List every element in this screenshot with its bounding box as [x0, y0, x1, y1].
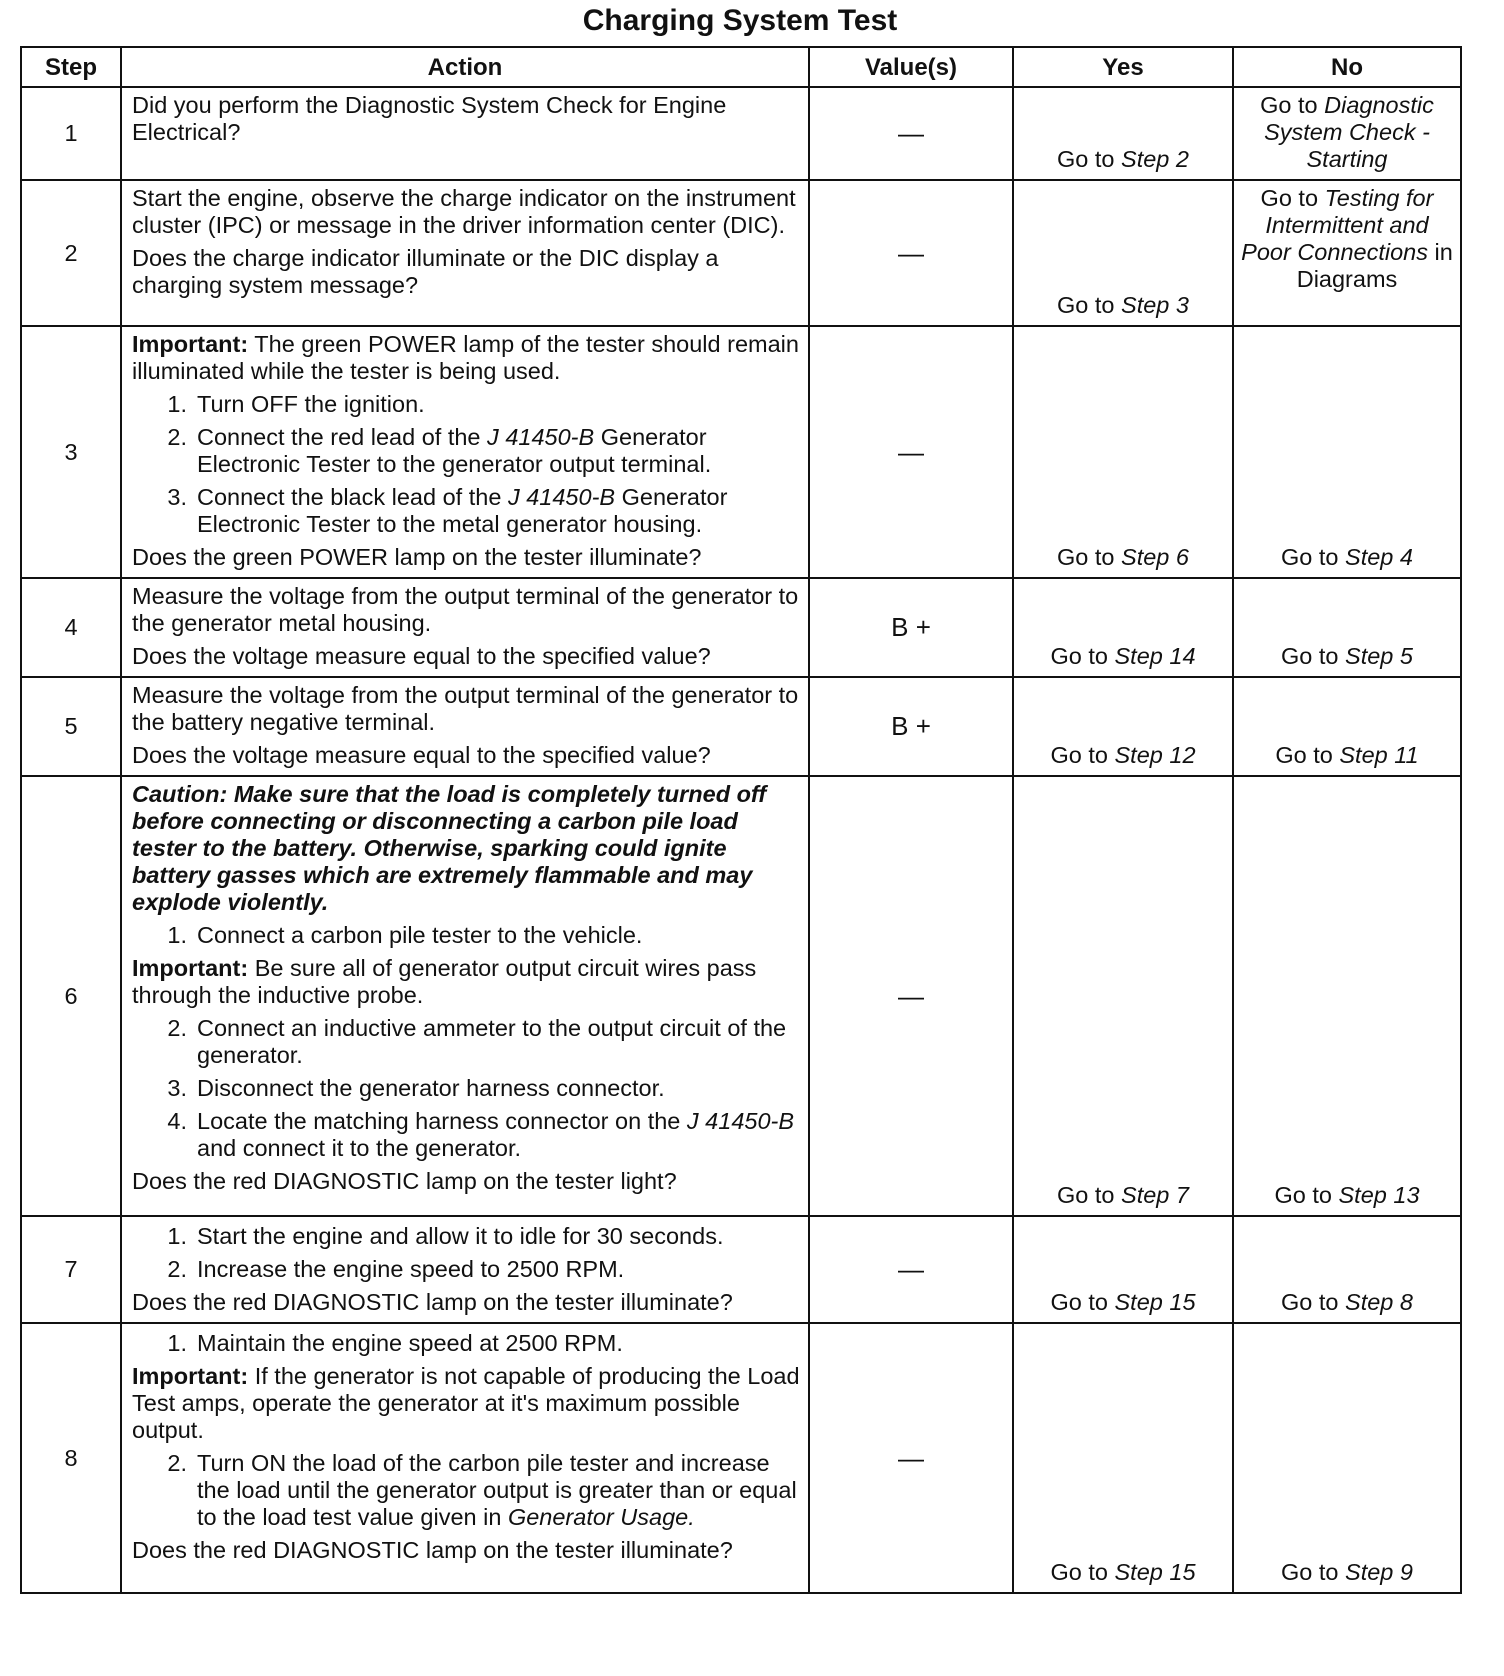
action-question: Does the voltage measure equal to the specified value?: [132, 643, 711, 669]
tool-name: J 41450-B: [686, 1108, 795, 1134]
no-step-link[interactable]: 4: [1399, 544, 1413, 570]
yes-cell: Go to Step 2: [1013, 87, 1233, 180]
important-note: Important: The green POWER lamp of the tester should remain illuminated while the tester is being used.: [132, 331, 799, 384]
charging-system-test-table: [20, 46, 1462, 1594]
yes-cell: Go to Step 6: [1013, 326, 1233, 578]
step-number: 5: [21, 677, 121, 776]
yes-step-link[interactable]: 14: [1169, 643, 1196, 669]
reference-link[interactable]: Generator Usage.: [507, 1504, 695, 1530]
value-cell: B +: [809, 578, 1013, 677]
important-note: Important: Be sure all of generator output circuit wires pass through the inductive probe.: [132, 955, 757, 1008]
list-item: 2. Connect the red lead of the J 41450-B Generator Electronic Tester to the generator output terminal.: [167, 424, 712, 477]
value-cell: —: [809, 1216, 1013, 1323]
no-cell: Go to Step 4: [1233, 326, 1461, 578]
value-cell: B +: [809, 677, 1013, 776]
action-question: Does the voltage measure equal to the specified value?: [132, 742, 711, 768]
action-cell: [121, 578, 809, 677]
yes-step-link[interactable]: 7: [1175, 1182, 1189, 1208]
no-step-link[interactable]: 9: [1399, 1559, 1413, 1585]
action-steps: [132, 391, 800, 538]
yes-cell: Go to Step 7: [1013, 776, 1233, 1216]
action-cell: [121, 1323, 809, 1593]
action-cell: [121, 87, 809, 180]
no-step-link[interactable]: 5: [1399, 643, 1413, 669]
action-cell: [121, 1216, 809, 1323]
action-cell: [121, 776, 809, 1216]
no-step-link[interactable]: 11: [1394, 742, 1419, 768]
table-row: [21, 180, 1461, 326]
action-question: Does the green POWER lamp on the tester illuminate?: [132, 544, 702, 570]
no-link[interactable]: Testing for Intermittent and Poor Connections: [1241, 185, 1434, 265]
table-row: [21, 1216, 1461, 1323]
action-cell: [121, 677, 809, 776]
yes-step-link[interactable]: 3: [1175, 292, 1189, 318]
step-number: 8: [21, 1323, 121, 1593]
yes-step-link[interactable]: 15: [1169, 1289, 1196, 1315]
action-cell: [121, 180, 809, 326]
action-question: Did you perform the Diagnostic System Check for Engine Electrical?: [132, 92, 727, 145]
action-steps: [132, 1450, 800, 1531]
no-cell: Go to Step 5: [1233, 578, 1461, 677]
list-item: 1. Start the engine and allow it to idle for 30 seconds.: [167, 1223, 724, 1249]
tool-name: J 41450-B: [507, 484, 616, 510]
yes-cell: Go to Step 12: [1013, 677, 1233, 776]
no-step-link[interactable]: 13: [1393, 1182, 1420, 1208]
list-item: 2. Increase the engine speed to 2500 RPM.: [167, 1256, 625, 1282]
step-number: 2: [21, 180, 121, 326]
action-steps: [132, 922, 800, 949]
no-link[interactable]: Diagnostic System Check - Starting: [1264, 92, 1434, 172]
header-row: [21, 47, 1461, 87]
table-row: [21, 1323, 1461, 1593]
step-number: 1: [21, 87, 121, 180]
value-cell: —: [809, 1323, 1013, 1593]
header-step: Step: [21, 47, 121, 87]
no-cell: Go to Testing for Intermittent and Poor Connections in Diagrams: [1233, 180, 1461, 326]
list-item: 1. Maintain the engine speed at 2500 RPM.: [167, 1330, 623, 1356]
yes-step-link[interactable]: 6: [1175, 544, 1189, 570]
action-intro: Start the engine, observe the charge indicator on the instrument cluster (IPC) or message in the driver information center (DIC).: [132, 185, 796, 238]
value-cell: —: [809, 180, 1013, 326]
step-number: 3: [21, 326, 121, 578]
step-number: 6: [21, 776, 121, 1216]
no-cell: Go to Step 8: [1233, 1216, 1461, 1323]
header-values: Value(s): [809, 47, 1013, 87]
list-item: 2. Connect an inductive ammeter to the output circuit of the generator.: [167, 1015, 787, 1068]
list-item: 3. Connect the black lead of the J 41450-B Generator Electronic Tester to the metal generator housing.: [167, 484, 728, 537]
table-row: [21, 578, 1461, 677]
yes-step-link[interactable]: 2: [1175, 146, 1189, 172]
action-steps: [132, 1223, 800, 1283]
header-yes: Yes: [1013, 47, 1233, 87]
header-action: Action: [121, 47, 809, 87]
page-title: Charging System Test: [582, 4, 898, 37]
list-item: 1. Connect a carbon pile tester to the vehicle.: [167, 922, 643, 948]
step-number: 7: [21, 1216, 121, 1323]
yes-cell: Go to Step 15: [1013, 1216, 1233, 1323]
action-question: Does the red DIAGNOSTIC lamp on the tester light?: [132, 1168, 677, 1194]
list-item: 4. Locate the matching harness connector on the J 41450-B and connect it to the generator.: [167, 1108, 795, 1161]
no-cell: Go to Diagnostic System Check - Starting: [1233, 87, 1461, 180]
value-cell: —: [809, 776, 1013, 1216]
action-question: Does the charge indicator illuminate or the DIC display a charging system message?: [132, 245, 719, 298]
value-cell: —: [809, 87, 1013, 180]
action-cell: [121, 326, 809, 578]
table-row: [21, 326, 1461, 578]
no-cell: Go to Step 13: [1233, 776, 1461, 1216]
no-cell: Go to Step 9: [1233, 1323, 1461, 1593]
important-note: Important: If the generator is not capable of producing the Load Test amps, operate the generator at it's maximum possible output.: [132, 1363, 800, 1443]
list-item: 3. Disconnect the generator harness connector.: [167, 1075, 665, 1101]
list-item: 2. Turn ON the load of the carbon pile tester and increase the load until the generator output is greater than or equal to the load test value given in Generator Usage.: [167, 1450, 797, 1530]
action-intro: Measure the voltage from the output terminal of the generator to the generator metal housing.: [132, 583, 799, 636]
yes-cell: Go to Step 15: [1013, 1323, 1233, 1593]
action-question: Does the red DIAGNOSTIC lamp on the tester illuminate?: [132, 1289, 733, 1315]
action-steps: [132, 1330, 800, 1357]
value-cell: —: [809, 326, 1013, 578]
no-cell: Go to Step 11: [1233, 677, 1461, 776]
table-row: [21, 776, 1461, 1216]
list-item: 1. Turn OFF the ignition.: [167, 391, 425, 417]
tool-name: J 41450-B: [487, 424, 595, 450]
no-step-link[interactable]: 8: [1399, 1289, 1413, 1315]
step-number: 4: [21, 578, 121, 677]
action-steps: [132, 1015, 800, 1162]
table-row: [21, 677, 1461, 776]
yes-step-link[interactable]: 12: [1169, 742, 1196, 768]
header-no: No: [1233, 47, 1461, 87]
table-row: [21, 87, 1461, 180]
caution-note: Caution: Make sure that the load is completely turned off before connecting or disconnecting a carbon pile load tester to the battery. Otherwise, sparking could ignite battery gasses which are extremely flammable and may explode violently.: [132, 781, 767, 915]
action-question: Does the red DIAGNOSTIC lamp on the tester illuminate?: [132, 1537, 733, 1563]
yes-cell: Go to Step 3: [1013, 180, 1233, 326]
yes-step-link[interactable]: 15: [1169, 1559, 1196, 1585]
action-intro: Measure the voltage from the output terminal of the generator to the battery negative terminal.: [132, 682, 799, 735]
yes-cell: Go to Step 14: [1013, 578, 1233, 677]
